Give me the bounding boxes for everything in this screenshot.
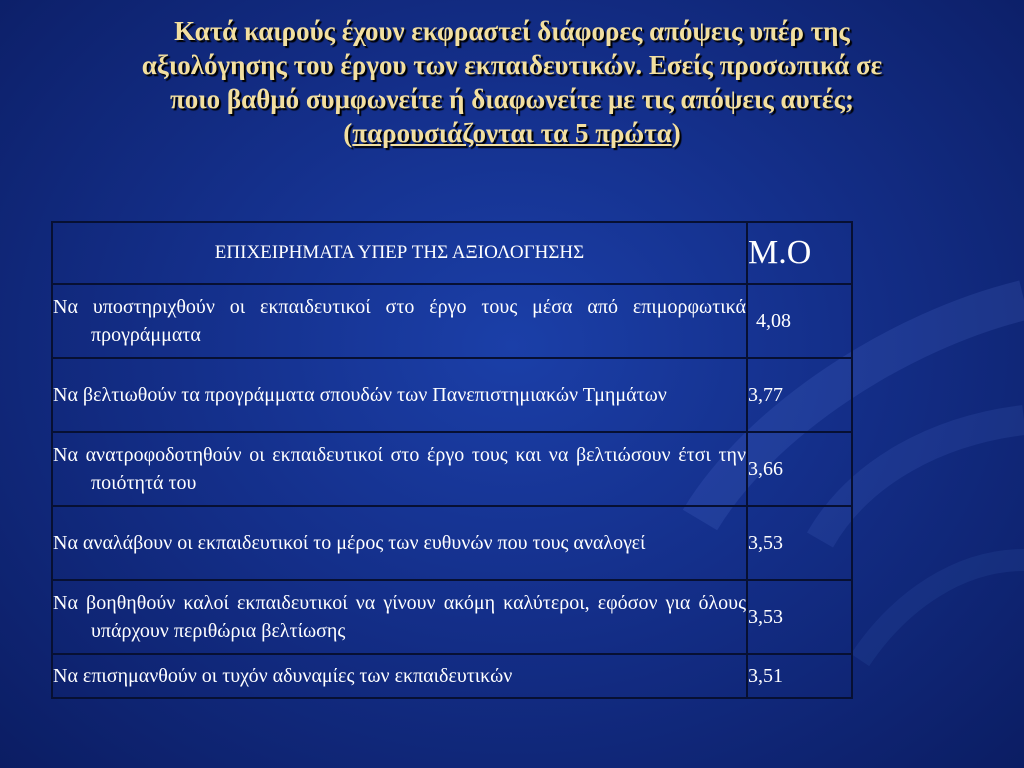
table-row bbox=[52, 284, 852, 358]
subtitle-paren-open: ( bbox=[343, 118, 353, 148]
title-line-2: αξιολόγησης του έργου των εκπαιδευτικών. Εσείς προσωπικά σε bbox=[141, 50, 883, 80]
table-row bbox=[52, 654, 852, 698]
argument-text: Να επισημανθούν οι τυχόν αδυναμίες των εκπαιδευτικών bbox=[53, 665, 513, 687]
mean-value-cell: 4,08 bbox=[747, 284, 852, 358]
header-mean: Μ.Ο bbox=[747, 222, 852, 284]
header-arguments: ΕΠΙΧΕΙΡΗΜΑΤΑ ΥΠΕΡ ΤΗΣ ΑΞΙΟΛΟΓΗΣΗΣ bbox=[52, 222, 747, 284]
table-row bbox=[52, 358, 852, 432]
mean-value-cell: 3,77 bbox=[747, 358, 852, 432]
argument-text: Να βοηθηθούν καλοί εκπαιδευτικοί να γίνουν ακόμη καλύτεροι, εφόσον για όλους υπάρχουν περιθώρια βελτίωσης bbox=[53, 592, 746, 642]
table-row bbox=[52, 580, 852, 654]
mean-value-cell: 3,51 bbox=[747, 654, 852, 698]
argument-text: Να υποστηριχθούν οι εκπαιδευτικοί στο έργο τους μέσα από επιμορφωτικά προγράμματα bbox=[53, 296, 746, 346]
arguments-table bbox=[51, 221, 853, 699]
argument-text: Να ανατροφοδοτηθούν οι εκπαιδευτικοί στο έργο τους και να βελτιώσουν έτσι την ποιότητά του bbox=[53, 444, 746, 494]
argument-cell bbox=[52, 580, 747, 654]
argument-cell bbox=[52, 284, 747, 358]
argument-cell bbox=[52, 654, 747, 698]
title-line-1: Κατά καιρούς έχουν εκφραστεί διάφορες απόψεις υπέρ της bbox=[174, 16, 850, 46]
table-row bbox=[52, 506, 852, 580]
slide-title bbox=[40, 14, 984, 150]
argument-cell bbox=[52, 506, 747, 580]
mean-value-cell: 3,53 bbox=[747, 580, 852, 654]
table-row bbox=[52, 432, 852, 506]
argument-cell bbox=[52, 432, 747, 506]
mean-value-cell: 3,66 bbox=[747, 432, 852, 506]
argument-text: Να βελτιωθούν τα προγράμματα σπουδών των Πανεπιστημιακών Τμημάτων bbox=[53, 384, 667, 406]
table-header-row bbox=[52, 222, 852, 284]
subtitle-paren-close: ) bbox=[671, 118, 681, 148]
mean-value-cell: 3,53 bbox=[747, 506, 852, 580]
argument-cell bbox=[52, 358, 747, 432]
title-line-3: ποιο βαθμό συμφωνείτε ή διαφωνείτε με τις απόψεις αυτές; bbox=[170, 84, 854, 114]
argument-text: Να αναλάβουν οι εκπαιδευτικοί το μέρος των ευθυνών που τους αναλογεί bbox=[53, 532, 646, 554]
title-subtitle bbox=[40, 116, 984, 150]
subtitle-text: παρουσιάζονται τα 5 πρώτα bbox=[352, 118, 672, 148]
